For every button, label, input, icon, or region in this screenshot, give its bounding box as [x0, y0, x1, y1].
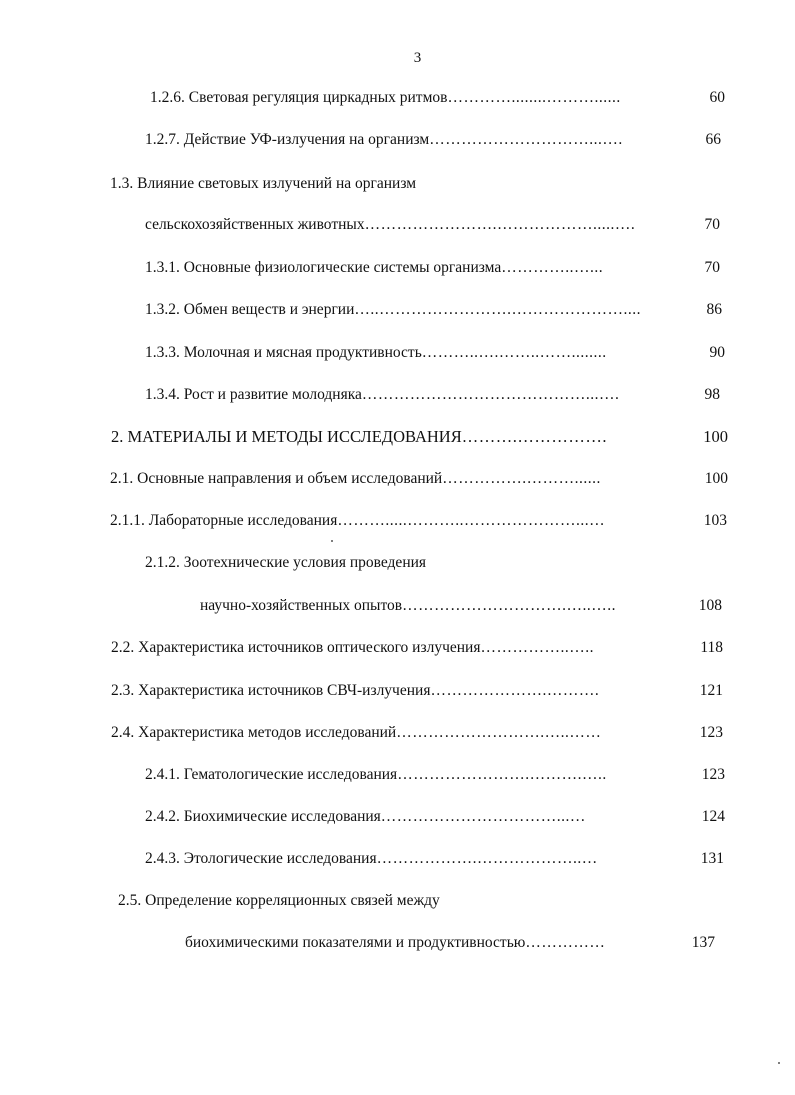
toc-leader-dots: …………………….……………….....…. [364, 216, 636, 233]
toc-entry [110, 511, 727, 531]
page-number: 3 [413, 50, 422, 66]
toc-page-number: 131 [700, 850, 724, 867]
toc-entry [110, 469, 728, 489]
toc-page-number: 90 [709, 344, 725, 361]
toc-page-number: 70 [704, 216, 720, 233]
toc-entry-title: 2.1.1. Лабораторные исследования [110, 512, 338, 529]
toc-entry-title: 2.1. Основные направления и объем исследований [110, 470, 443, 487]
toc-entry [111, 681, 723, 701]
toc-entry-title: 1.3.3. Молочная и мясная продуктивность [145, 344, 422, 361]
toc-entry [145, 215, 720, 235]
toc-entry-title: 1.3.1. Основные физиологические системы организма [145, 259, 502, 276]
toc-entry [145, 130, 721, 150]
toc-page-number: 86 [706, 301, 722, 318]
toc-leader-dots: …………… [525, 934, 606, 951]
toc-entry-title: 2.2. Характеристика источников оптического излучения [111, 639, 481, 656]
toc-page-number: 100 [704, 470, 728, 487]
scan-speck [778, 1062, 780, 1064]
toc-entry [185, 933, 715, 953]
toc-page-number: 123 [701, 766, 725, 783]
toc-entry-title: 2.3. Характеристика источников СВЧ-излучения [111, 682, 431, 699]
toc-leader-dots: ……………..….. [480, 639, 594, 656]
toc-entry-title: 1.3.4. Рост и развитие молодняка [145, 386, 362, 403]
toc-leader-dots: ……………………………...… [380, 808, 586, 825]
toc-entry [145, 343, 725, 363]
toc-leader-dots: ………………….………. [430, 682, 600, 699]
toc-leader-dots: …………….………...... [442, 470, 601, 487]
toc-entry [110, 174, 416, 194]
toc-entry [145, 300, 722, 320]
toc-entry [145, 385, 720, 405]
toc-page-number: 121 [699, 682, 723, 699]
toc-entry-title: 2.4.3. Этологические исследования [145, 850, 377, 867]
toc-page-number: 60 [709, 89, 725, 106]
toc-entry [200, 596, 722, 616]
toc-entry [118, 891, 440, 911]
toc-entry-title: научно-хозяйственных опытов [200, 597, 403, 614]
toc-leader-dots: ……….....………..…………………...… [337, 512, 606, 529]
toc-page-number: 123 [699, 724, 723, 741]
toc-leader-dots: ………………………….…..….. [402, 597, 616, 614]
toc-entry [150, 88, 725, 108]
toc-page-number: 98 [704, 386, 720, 403]
toc-entry-title: 1.2.6. Световая регуляция циркадных ритмов [150, 89, 448, 106]
toc-entry [145, 258, 720, 278]
toc-leader-dots: …..…………………….………………….... [354, 301, 642, 318]
toc-leader-dots: ……………….………………..… [376, 850, 598, 867]
toc-leader-dots: ……………………………………...…. [361, 386, 620, 403]
toc-entry-title: биохимическими показателями и продуктивностью [185, 934, 526, 951]
toc-leader-dots: …………..…... [501, 259, 604, 276]
toc-entry-title: 2.4.2. Биохимические исследования [145, 808, 381, 825]
toc-leader-dots: …………………………...…. [429, 131, 623, 148]
toc-entry-title: 2. МАТЕРИАЛЫ И МЕТОДЫ ИССЛЕДОВАНИЯ [111, 427, 462, 446]
toc-entry-title: 2.1.2. Зоотехнические условия проведения [145, 554, 427, 571]
toc-page-number: 108 [698, 597, 722, 614]
toc-entry-title: 1.2.7. Действие УФ-излучения на организм [145, 131, 430, 148]
toc-entry [145, 849, 724, 869]
toc-leader-dots: ………..….……..……........ [421, 344, 607, 361]
toc-entry [145, 765, 725, 785]
toc-page-number: 66 [705, 131, 721, 148]
toc-page-number: 137 [691, 934, 715, 951]
toc-entry-title: 2.4.1. Гематологические исследования [145, 766, 398, 783]
toc-entry-title: сельскохозяйственных животных [145, 216, 365, 233]
scan-speck [331, 540, 333, 542]
toc-page-number: 100 [703, 427, 728, 446]
toc-entry [145, 553, 426, 573]
toc-leader-dots: …………………….……….….. [397, 766, 607, 783]
toc-page-number: 124 [701, 808, 725, 825]
toc-leader-dots: ……………………….…..…… [396, 724, 602, 741]
toc-leader-dots: …………........………...... [447, 89, 621, 106]
toc-entry [111, 427, 728, 447]
toc-entry-title: 2.4. Характеристика методов исследований [111, 724, 397, 741]
toc-entry-title: 1.3.2. Обмен веществ и энергии [145, 301, 355, 318]
toc-entry-title: 1.3. Влияние световых излучений на организм [110, 175, 417, 192]
toc-page-number: 70 [704, 259, 720, 276]
toc-entry [145, 807, 725, 827]
toc-entry-title: 2.5. Определение корреляционных связей между [118, 892, 440, 909]
toc-page-number: 118 [700, 639, 723, 656]
toc-entry [111, 723, 723, 743]
toc-leader-dots: ……….……………. [461, 427, 607, 446]
toc-entry [111, 638, 723, 658]
toc-page-number: 103 [703, 512, 727, 529]
